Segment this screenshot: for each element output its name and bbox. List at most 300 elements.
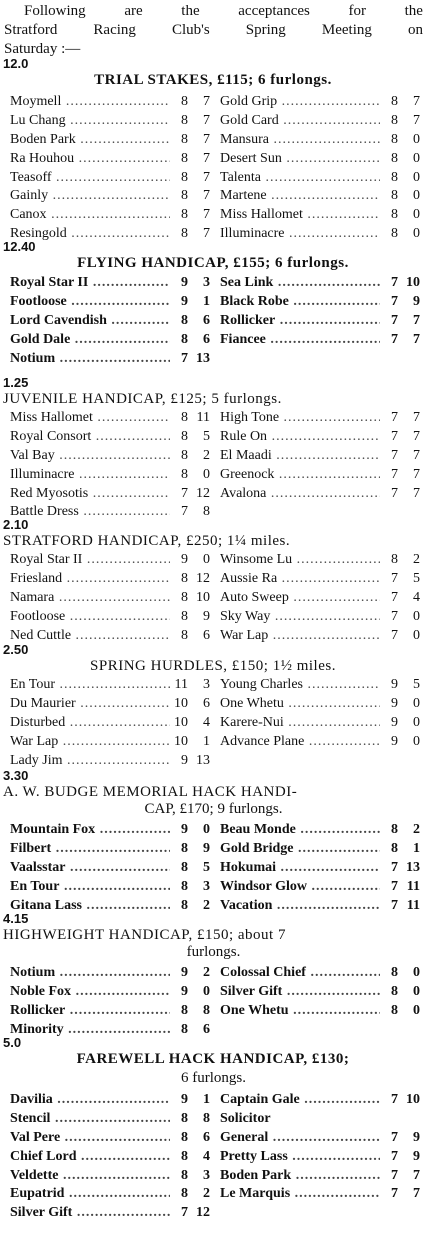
weight-pounds: 7 xyxy=(203,207,210,223)
entry-row xyxy=(10,206,420,225)
entry-row xyxy=(10,187,420,206)
weight-pounds: 12 xyxy=(196,1205,210,1221)
horse-entry xyxy=(220,676,420,694)
intro-word: the xyxy=(404,3,423,19)
weight-pounds: 7 xyxy=(203,94,210,110)
horse-entry xyxy=(220,714,420,732)
entry-row xyxy=(10,1110,420,1129)
weight-pounds: 7 xyxy=(203,131,210,147)
horse-name: Val Bay ..... xyxy=(10,447,170,465)
intro-word: on xyxy=(407,22,423,38)
race-title: JUVENILE HANDICAP, £125; 5 furlongs. xyxy=(3,391,282,407)
weight-stone: 8 xyxy=(391,131,398,147)
horse-name: Disturbed ..... xyxy=(10,714,170,732)
intro-line-1 xyxy=(4,2,423,21)
weight-stone: 9 xyxy=(181,294,188,310)
horse-name: Vaalsstar ..... xyxy=(10,859,170,877)
weight-stone: 8 xyxy=(181,169,188,185)
weight-stone: 8 xyxy=(391,113,398,129)
weight-stone: 7 xyxy=(391,608,398,624)
weight-stone: 7 xyxy=(391,1186,398,1202)
weight-pounds: 0 xyxy=(413,131,420,147)
horse-name: Friesland ..... xyxy=(10,570,170,588)
weight-pounds: 4 xyxy=(203,1148,210,1164)
horse-name: Vacation ..... xyxy=(220,897,380,915)
weight-pounds: 3 xyxy=(203,275,210,291)
horse-entry xyxy=(10,428,210,446)
horse-name: Royal Star II ..... xyxy=(10,274,170,292)
horse-name: Mountain Fox ..... xyxy=(10,821,170,839)
horse-entry xyxy=(10,627,210,645)
weight-stone xyxy=(380,1110,398,1128)
horse-name: Ned Cuttle ..... xyxy=(10,627,170,645)
weight-pounds: 8 xyxy=(203,1111,210,1127)
horse-name: High Tone ..... xyxy=(220,409,380,427)
race-title-continued: furlongs. xyxy=(186,944,241,960)
race-title-continued: 6 furlongs. xyxy=(181,1070,246,1086)
race-time: 5.0 xyxy=(3,1035,22,1050)
weight-pounds: 3 xyxy=(203,1167,210,1183)
weight-stone: 8 xyxy=(181,571,188,587)
horse-name: Gainly ..... xyxy=(10,187,170,205)
weight-stone: 8 xyxy=(181,466,188,482)
horse-entry xyxy=(10,1129,210,1147)
weight-pounds: 2 xyxy=(413,552,420,568)
weight-pounds: 0 xyxy=(413,188,420,204)
weight-stone: 7 xyxy=(181,504,188,520)
horse-name: Gold Dale ..... xyxy=(10,331,170,349)
weight-pounds: 1 xyxy=(203,294,210,310)
acceptances-list xyxy=(10,93,420,243)
weight-stone: 8 xyxy=(181,1111,188,1127)
weight-pounds: 5 xyxy=(203,859,210,875)
horse-entry xyxy=(220,821,420,839)
horse-entry xyxy=(220,485,420,503)
weight-pounds: 8 xyxy=(203,1002,210,1018)
entry-row xyxy=(10,732,420,751)
horse-entry xyxy=(220,409,420,427)
horse-entry xyxy=(220,131,420,149)
horse-name: Illuminacre ..... xyxy=(10,466,170,484)
weight-stone: 8 xyxy=(181,225,188,241)
weight-stone: 7 xyxy=(391,275,398,291)
horse-name: One Whetu ..... xyxy=(220,695,380,713)
horse-entry xyxy=(220,840,420,858)
weight-stone: 8 xyxy=(181,113,188,129)
entry-row xyxy=(10,428,420,447)
horse-entry xyxy=(220,627,420,645)
horse-name: Notium ..... xyxy=(10,350,170,368)
weight-pounds: 2 xyxy=(203,447,210,463)
weight-stone: 8 xyxy=(181,410,188,426)
intro-word: Following xyxy=(24,3,86,19)
weight-pounds: 0 xyxy=(413,965,420,981)
weight-pounds: 7 xyxy=(413,485,420,501)
weight-stone: 7 xyxy=(391,1167,398,1183)
horse-name: Filbert ..... xyxy=(10,840,170,858)
horse-entry xyxy=(220,1110,420,1128)
horse-entry xyxy=(10,608,210,626)
entry-row xyxy=(10,1129,420,1148)
weight-stone: 9 xyxy=(181,275,188,291)
weight-pounds: 6 xyxy=(203,1021,210,1037)
weight-pounds: 7 xyxy=(203,225,210,241)
race-title: SPRING HURDLES, £150; 1½ miles. xyxy=(90,658,336,674)
entry-row xyxy=(10,149,420,168)
race-title: FLYING HANDICAP, £155; 6 furlongs. xyxy=(77,255,349,271)
entry-row xyxy=(10,1185,420,1204)
weight-pounds: 6 xyxy=(203,696,210,712)
horse-entry xyxy=(220,859,420,877)
weight-pounds: 2 xyxy=(203,965,210,981)
horse-entry xyxy=(10,897,210,915)
entry-row xyxy=(10,695,420,714)
horse-name: Miss Hallomet ..... xyxy=(220,206,380,224)
weight-stone: 7 xyxy=(391,312,398,328)
entry-row xyxy=(10,1204,420,1223)
weight-stone: 8 xyxy=(391,822,398,838)
entry-row xyxy=(10,570,420,589)
weight-stone: 7 xyxy=(391,589,398,605)
weight-stone: 8 xyxy=(391,984,398,1000)
horse-entry xyxy=(220,1129,420,1147)
horse-name: Avalona ..... xyxy=(220,485,380,503)
horse-entry xyxy=(220,1002,420,1020)
horse-name: Karere-Nui ..... xyxy=(220,714,380,732)
weight-stone: 8 xyxy=(181,94,188,110)
horse-name: Greenock ..... xyxy=(220,466,380,484)
horse-name: Lu Chang ..... xyxy=(10,112,170,130)
weight-pounds: 1 xyxy=(203,1092,210,1108)
entry-row xyxy=(10,225,420,244)
horse-entry xyxy=(10,225,210,243)
weight-stone: 8 xyxy=(391,1002,398,1018)
entry-row xyxy=(10,274,420,293)
weight-stone: 8 xyxy=(391,207,398,223)
horse-name: Du Maurier ..... xyxy=(10,695,170,713)
weight-pounds: 7 xyxy=(203,113,210,129)
horse-entry xyxy=(220,589,420,607)
weight-pounds: 7 xyxy=(203,150,210,166)
weight-stone: 7 xyxy=(391,1129,398,1145)
weight-pounds: 0 xyxy=(413,150,420,166)
intro-line-2 xyxy=(4,21,423,40)
weight-stone: 9 xyxy=(391,733,398,749)
horse-entry xyxy=(10,93,210,111)
weight-pounds: 11 xyxy=(406,878,420,894)
entry-row xyxy=(10,1091,420,1110)
intro-word: the xyxy=(181,3,200,19)
weight-stone: 8 xyxy=(181,859,188,875)
horse-entry xyxy=(10,859,210,877)
weight-pounds: 0 xyxy=(203,822,210,838)
horse-name: Minority ..... xyxy=(10,1021,170,1039)
entry-row xyxy=(10,607,420,626)
weight-pounds: 10 xyxy=(406,275,420,291)
entry-row xyxy=(10,447,420,466)
horse-name: Noble Fox ..... xyxy=(10,983,170,1001)
weight-pounds: 9 xyxy=(413,1148,420,1164)
entry-row xyxy=(10,465,420,484)
horse-name: Lord Cavendish ..... xyxy=(10,312,170,330)
weight-stone: 8 xyxy=(181,1148,188,1164)
horse-entry xyxy=(220,428,420,446)
horse-name: Pretty Lass ..... xyxy=(220,1148,380,1166)
horse-name: War Lap ..... xyxy=(220,627,380,645)
acceptances-list xyxy=(10,274,420,368)
horse-name: Mansura ..... xyxy=(220,131,380,149)
horse-name: Martene ..... xyxy=(220,187,380,205)
weight-pounds: 11 xyxy=(196,410,210,426)
weight-stone: 8 xyxy=(391,94,398,110)
horse-entry xyxy=(220,466,420,484)
horse-name: Miss Hallomet ..... xyxy=(10,409,170,427)
horse-entry xyxy=(10,466,210,484)
weight-stone: 9 xyxy=(181,984,188,1000)
horse-entry xyxy=(220,608,420,626)
weight-stone: 8 xyxy=(181,188,188,204)
horse-entry xyxy=(10,1002,210,1020)
horse-entry xyxy=(220,695,420,713)
weight-pounds: 7 xyxy=(413,410,420,426)
entry-row xyxy=(10,840,420,859)
weight-stone: 9 xyxy=(181,1092,188,1108)
horse-entry xyxy=(10,503,210,521)
weight-pounds: 0 xyxy=(413,696,420,712)
entry-row xyxy=(10,896,420,915)
weight-pounds: 7 xyxy=(413,429,420,445)
weight-pounds: 9 xyxy=(413,1129,420,1145)
weight-stone: 7 xyxy=(391,627,398,643)
horse-entry xyxy=(220,733,420,751)
entry-row xyxy=(10,626,420,645)
weight-stone: 8 xyxy=(181,897,188,913)
weight-pounds: 13 xyxy=(196,350,210,366)
intro-word: Stratford xyxy=(4,22,58,38)
horse-entry xyxy=(10,409,210,427)
horse-entry xyxy=(10,1021,210,1039)
horse-entry xyxy=(220,1148,420,1166)
horse-entry xyxy=(10,840,210,858)
weight-pounds: 9 xyxy=(203,608,210,624)
acceptances-list xyxy=(10,676,420,770)
entry-row xyxy=(10,983,420,1002)
weight-pounds: 3 xyxy=(203,878,210,894)
intro-word: Club's xyxy=(171,22,210,38)
horse-entry xyxy=(10,169,210,187)
weight-stone: 7 xyxy=(181,1205,188,1221)
horse-entry xyxy=(10,1185,210,1203)
entry-row xyxy=(10,349,420,368)
weight-stone: 7 xyxy=(391,447,398,463)
horse-name: Hokumai ..... xyxy=(220,859,380,877)
horse-entry xyxy=(10,112,210,130)
horse-name: Gold Grip ..... xyxy=(220,93,380,111)
weight-pounds: 7 xyxy=(203,188,210,204)
horse-entry xyxy=(220,169,420,187)
horse-name: Royal Star II ..... xyxy=(10,551,170,569)
weight-pounds: 6 xyxy=(203,312,210,328)
horse-name: Red Myosotis ..... xyxy=(10,485,170,503)
weight-stone: 10 xyxy=(174,733,188,749)
intro-word: for xyxy=(348,3,366,19)
weight-stone: 9 xyxy=(181,965,188,981)
horse-entry xyxy=(10,551,210,569)
weight-pounds: 7 xyxy=(413,447,420,463)
weight-pounds: 0 xyxy=(203,552,210,568)
weight-stone: 7 xyxy=(391,571,398,587)
horse-name: Davilia ..... xyxy=(10,1091,170,1109)
weight-pounds: 4 xyxy=(413,589,420,605)
horse-name: Advance Plane ..... xyxy=(220,733,380,751)
weight-stone: 8 xyxy=(181,589,188,605)
horse-entry xyxy=(220,206,420,224)
weight-pounds: 11 xyxy=(406,897,420,913)
horse-name: Colossal Chief ..... xyxy=(220,964,380,982)
horse-name: Desert Sun ..... xyxy=(220,150,380,168)
entry-row xyxy=(10,676,420,695)
horse-entry xyxy=(10,695,210,713)
horse-name: War Lap ..... xyxy=(10,733,170,751)
horse-name: Namara ..... xyxy=(10,589,170,607)
weight-pounds: 5 xyxy=(413,677,420,693)
entry-row xyxy=(10,859,420,878)
horse-entry xyxy=(220,112,420,130)
weight-pounds: 2 xyxy=(203,897,210,913)
horse-entry xyxy=(10,589,210,607)
weight-stone: 8 xyxy=(181,608,188,624)
horse-name: Lady Jim ..... xyxy=(10,752,170,770)
horse-name: Ra Houhou ..... xyxy=(10,150,170,168)
horse-entry xyxy=(10,1148,210,1166)
race-time: 1.25 xyxy=(3,375,29,390)
weight-stone: 7 xyxy=(391,485,398,501)
weight-stone: 11 xyxy=(174,677,188,693)
horse-name: Rollicker ..... xyxy=(10,1002,170,1020)
horse-name: Rule On ..... xyxy=(220,428,380,446)
horse-entry xyxy=(220,150,420,168)
horse-name: Winsome Lu ..... xyxy=(220,551,380,569)
acceptances-list xyxy=(10,1091,420,1223)
entry-row xyxy=(10,503,420,522)
intro-line-3: Saturday :— xyxy=(4,41,81,57)
horse-name: Auto Sweep ..... xyxy=(220,589,380,607)
weight-pounds: 9 xyxy=(413,294,420,310)
weight-stone: 7 xyxy=(391,331,398,347)
entry-row xyxy=(10,409,420,428)
entry-row xyxy=(10,877,420,896)
horse-name: General ..... xyxy=(220,1129,380,1147)
entry-row xyxy=(10,1002,420,1021)
entry-row xyxy=(10,168,420,187)
horse-entry xyxy=(220,570,420,588)
weight-pounds: 7 xyxy=(413,312,420,328)
weight-pounds: 0 xyxy=(203,984,210,1000)
weight-stone: 8 xyxy=(181,878,188,894)
horse-name: En Tour ..... xyxy=(10,676,170,694)
weight-stone: 7 xyxy=(181,485,188,501)
horse-name: Gold Bridge ..... xyxy=(220,840,380,858)
horse-entry xyxy=(220,551,420,569)
horse-entry xyxy=(220,447,420,465)
weight-stone: 7 xyxy=(391,1092,398,1108)
weight-stone: 8 xyxy=(181,1186,188,1202)
race-title: TRIAL STAKES, £115; 6 furlongs. xyxy=(94,72,332,88)
horse-name: El Maadi ..... xyxy=(220,447,380,465)
horse-entry xyxy=(10,350,210,368)
weight-pounds: 7 xyxy=(203,169,210,185)
horse-name: Fiancee ..... xyxy=(220,331,380,349)
weight-pounds: 13 xyxy=(406,859,420,875)
weight-stone: 8 xyxy=(181,312,188,328)
acceptances-list xyxy=(10,409,420,522)
horse-name: Black Robe ..... xyxy=(220,293,380,311)
horse-name: Beau Monde ..... xyxy=(220,821,380,839)
weight-stone: 8 xyxy=(181,1021,188,1037)
horse-entry xyxy=(10,274,210,292)
weight-stone: 9 xyxy=(391,714,398,730)
horse-entry xyxy=(10,131,210,149)
horse-name: Stencil ..... xyxy=(10,1110,170,1128)
horse-name: Windsor Glow ..... xyxy=(220,878,380,896)
weight-pounds: 12 xyxy=(196,571,210,587)
horse-name: Le Marquis ..... xyxy=(220,1185,380,1203)
race-time: 12.40 xyxy=(3,239,36,254)
race-time: 4.15 xyxy=(3,911,29,926)
intro-word: are xyxy=(124,3,143,19)
weight-stone: 8 xyxy=(181,1167,188,1183)
horse-entry xyxy=(10,1110,210,1128)
weight-pounds: 6 xyxy=(203,627,210,643)
weight-stone: 10 xyxy=(174,696,188,712)
weight-stone: 8 xyxy=(181,131,188,147)
horse-entry xyxy=(10,293,210,311)
race-time: 12.0 xyxy=(3,56,29,71)
intro-paragraph xyxy=(4,2,423,59)
weight-pounds: 7 xyxy=(413,331,420,347)
weight-pounds: 10 xyxy=(406,1092,420,1108)
horse-entry xyxy=(220,293,420,311)
weight-pounds: 1 xyxy=(413,841,420,857)
weight-pounds: 0 xyxy=(413,207,420,223)
horse-entry xyxy=(10,187,210,205)
weight-pounds: 7 xyxy=(413,1186,420,1202)
horse-entry xyxy=(10,676,210,694)
horse-entry xyxy=(220,1091,420,1109)
weight-pounds: 12 xyxy=(196,485,210,501)
horse-entry xyxy=(220,983,420,1001)
horse-name: Rollicker ..... xyxy=(220,312,380,330)
entry-row xyxy=(10,484,420,503)
horse-name: Chief Lord ..... xyxy=(10,1148,170,1166)
weight-stone: 8 xyxy=(391,841,398,857)
horse-name: Captain Gale ..... xyxy=(220,1091,380,1109)
weight-stone: 9 xyxy=(391,696,398,712)
horse-name: Sky Way ..... xyxy=(220,608,380,626)
entry-row xyxy=(10,112,420,131)
horse-entry xyxy=(220,312,420,330)
horse-entry xyxy=(10,878,210,896)
entry-row xyxy=(10,93,420,112)
weight-pounds: 0 xyxy=(413,608,420,624)
horse-entry xyxy=(10,1204,210,1222)
weight-stone: 9 xyxy=(181,822,188,838)
horse-name: En Tour ..... xyxy=(10,878,170,896)
weight-stone: 8 xyxy=(181,150,188,166)
weight-stone: 8 xyxy=(181,207,188,223)
race-title: FAREWELL HACK HANDICAP, £130; xyxy=(76,1051,350,1067)
weight-pounds: 7 xyxy=(413,113,420,129)
